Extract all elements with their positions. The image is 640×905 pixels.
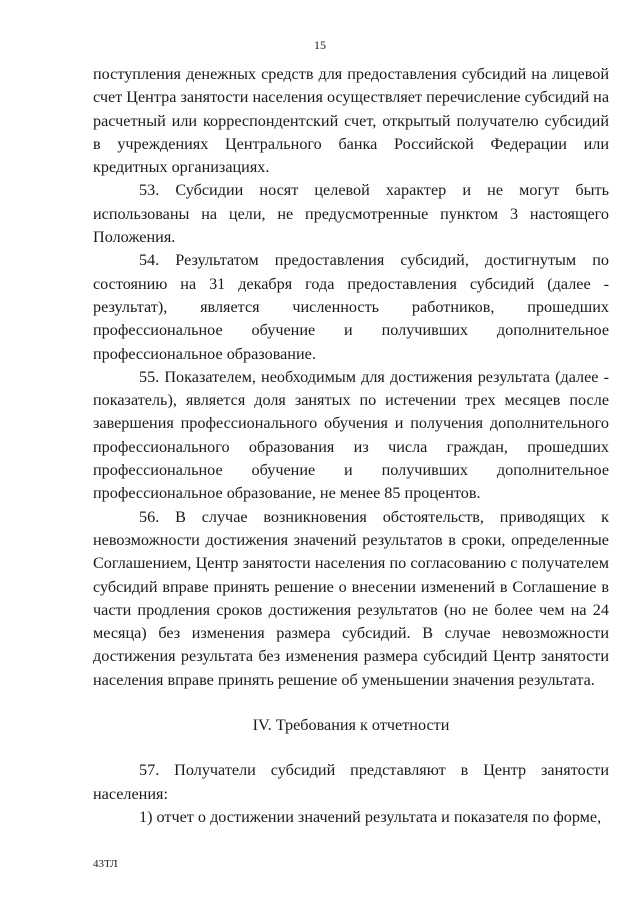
list-item-1: 1) отчет о достижении значений результата и показателя по форме, xyxy=(139,807,602,826)
paragraph-continuation: поступления денежных средств для предоставления субсидий на лицевой счет Центра занятости населения осуществляет перечисление субсидий на расчетный или корреспондентский счет, открытый получателю субсидий в учреждениях Центрального банка Российской Федерации или кредитных организациях. xyxy=(93,65,610,177)
paragraph-55: 55. Показателем, необходимым для достижения результата (далее - показатель), является доля занятых по истечении трех месяцев после завершения профессионального обучения и получения дополнительного профессионального образования из числа граждан, прошедших профессиональное обучение и получивших дополнительное профессиональное образование, не менее 85 процентов. xyxy=(93,367,609,503)
paragraph-57: 57. Получатели субсидий представляют в Центр занятости населения: xyxy=(93,761,609,803)
paragraph-53: 53. Субсидии носят целевой характер и не могут быть использованы на цели, не предусмотренные пунктом 3 настоящего Положения. xyxy=(93,181,609,247)
page-number: 15 xyxy=(314,38,326,52)
footer-document-code: 43ТЛ xyxy=(93,858,118,870)
paragraph-56: 56. В случае возникновения обстоятельств, приводящих к невозможности достижения значений результатов в сроки, определенные Соглашением, Центр занятости населения по согласованию с получателем субсидий вправе принять решение о внесении изменений в Соглашение в части продления сроков достижения результатов (но не более чем на 24 месяца) без изменения размера субсидий. В случае невозможности достижения результата без изменения размера субсидий Центр занятости населения вправе принять решение об уменьшении значения результата. xyxy=(93,507,609,689)
paragraph-54: 54. Результатом предоставления субсидий, достигнутым по состоянию на 31 декабря года предоставления субсидий (далее - результат), является численность работников, прошедших профессиональное обучение и получивших дополнительное профессиональное образование. xyxy=(93,251,609,363)
document-body xyxy=(93,63,609,829)
section-heading: IV. Требования к отчетности xyxy=(252,716,450,735)
